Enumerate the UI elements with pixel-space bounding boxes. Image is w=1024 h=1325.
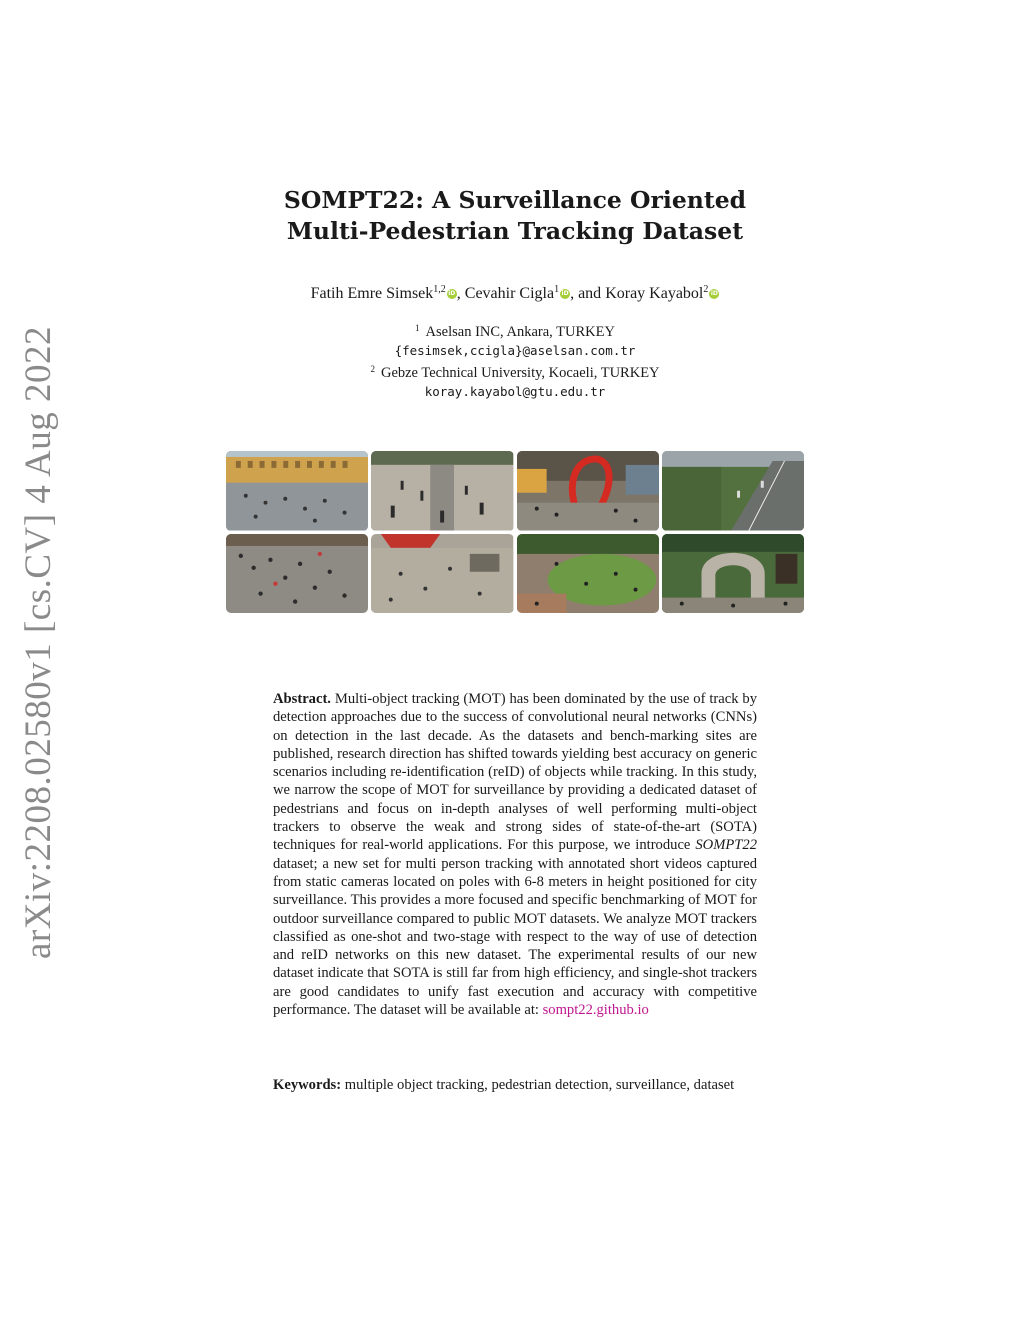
- affiliation-2: [200, 360, 830, 383]
- author-affil-sup: 1,2: [433, 284, 446, 295]
- keywords-label: Keywords:: [273, 1077, 342, 1093]
- abstract-text-2: dataset; a new set for multi person tracking with annotated short videos captured from static cameras located on poles with 6-8 meters in height positioned for city surveillance. This provides a more focused and specific benchmarking of MOT for outdoor surveillance compared to public MOT datasets. We analyze MOT trackers classified as one-shot and two-stage with respect to the way of use of detection and reID networks on this new dataset. The experimental results of our new dataset indicate that SOTA is still far from high efficiency, and single-shot trackers are good candidates to unify fast execution and accuracy with competitive performance. The dataset will be available at:: [273, 855, 757, 1019]
- sample-frame-5: [226, 534, 368, 614]
- title-line-2: Multi-Pedestrian Tracking Dataset: [286, 217, 744, 245]
- arxiv-identifier: [8, 325, 70, 960]
- arxiv-id-text: arXiv:2208.02580v1 [cs.CV] 4 Aug 2022: [18, 325, 60, 960]
- author-separator: ,: [456, 285, 465, 302]
- dataset-name: SOMPT22: [695, 837, 757, 854]
- abstract-text-1: Multi-object tracking (MOT) has been dominated by the use of track by detection approaches due to the success of convolutional neural networks (CNNs) on detection in the last decade. As the datasets and bench-marking sites are published, research direction has shifted towards yielding best accuracy on generic scenarios including re-identification (reID) of objects while tracking. In this study, we narrow the scope of MOT for surveillance by providing a dedicated dataset of pedestrians and focus on in-depth analyses of well performing multi-object trackers to observe the weak and strong sides of state-of-the-art (SOTA) techniques for real-world applications. For this purpose, we introduce: [273, 691, 757, 854]
- affiliation-1: [200, 319, 830, 342]
- affil-name: Aselsan INC, Ankara, TURKEY: [425, 324, 615, 340]
- keywords-text: multiple object tracking, pedestrian detection, surveillance, dataset: [341, 1077, 735, 1093]
- author-affil-sup: 1: [554, 284, 560, 295]
- author-list: [200, 284, 830, 303]
- sample-frame-4: [662, 451, 804, 531]
- author-separator: , and: [570, 285, 606, 302]
- affil-email[interactable]: koray.kayabol@gtu.edu.tr: [424, 383, 606, 399]
- paper-title: [200, 185, 830, 247]
- author-affil-sup: 2: [703, 284, 709, 295]
- dataset-link[interactable]: sompt22.github.io: [542, 1002, 649, 1019]
- author-name: Cevahir Cigla: [464, 285, 555, 302]
- author-name: Fatih Emre Simsek: [310, 285, 434, 302]
- keywords: [273, 1076, 757, 1094]
- orcid-icon[interactable]: iD: [448, 290, 456, 297]
- affil-name: Gebze Technical University, Kocaeli, TURKEY: [380, 365, 660, 381]
- sample-frame-2: [371, 451, 513, 531]
- sample-frame-8: [662, 534, 804, 614]
- sample-frame-3: [517, 451, 659, 531]
- orcid-icon[interactable]: iD: [561, 290, 569, 297]
- abstract: [273, 690, 757, 1019]
- sample-frame-1: [226, 451, 368, 531]
- orcid-icon[interactable]: iD: [710, 290, 718, 297]
- affil-num: 2: [370, 364, 375, 374]
- author-name: Koray Kayabol: [605, 285, 704, 302]
- sample-frames-figure: [226, 451, 804, 613]
- affiliations: [200, 319, 830, 401]
- title-line-1: SOMPT22: A Surveillance Oriented: [283, 186, 747, 214]
- affil-email[interactable]: {fesimsek,ccigla}@aselsan.com.tr: [394, 342, 636, 358]
- sample-frame-6: [371, 534, 513, 614]
- affil-num: 1: [415, 323, 420, 333]
- sample-frame-7: [517, 534, 659, 614]
- abstract-label: Abstract.: [273, 691, 331, 707]
